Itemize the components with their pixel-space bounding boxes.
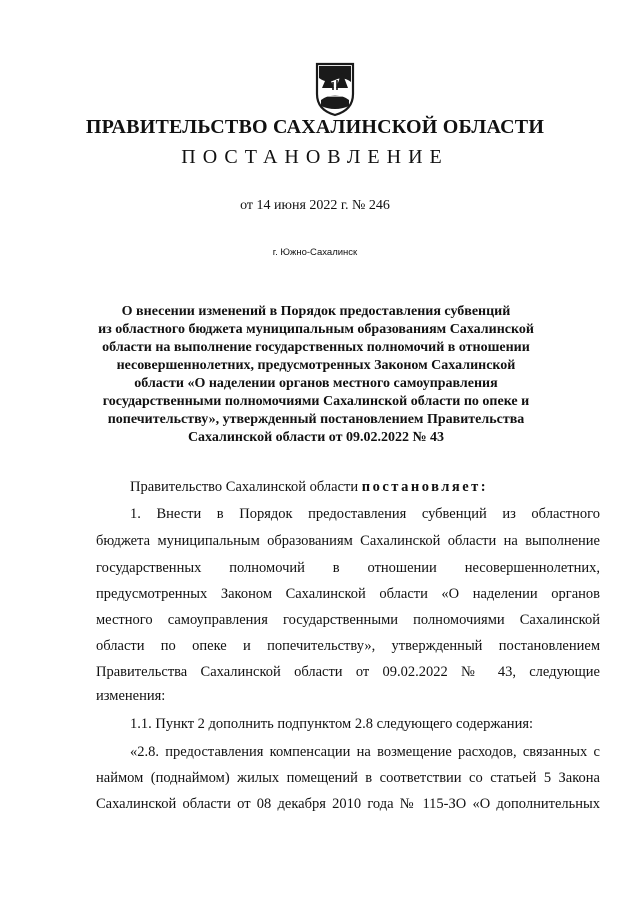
document-type: ПОСТАНОВЛЕНИЕ [181, 146, 449, 168]
paragraph1-line: изменения: [96, 688, 166, 704]
subject-line: области на выполнение государственных полномочий в отношении [102, 340, 530, 355]
quote-line: «2.8. предоставления компенсации на возмещение расходов, связанных с [130, 744, 600, 760]
preamble-verb: постановляет: [361, 479, 489, 495]
subject-line: области «О наделении органов местного самоуправления [134, 376, 498, 391]
paragraph1-line: государственных полномочий в отношении несовершеннолетних, [96, 560, 600, 576]
government-title: ПРАВИТЕЛЬСТВО САХАЛИНСКОЙ ОБЛАСТИ [85, 116, 545, 138]
document-subject [96, 303, 536, 447]
preamble [130, 479, 600, 496]
document-date-number: от 14 июня 2022 г. № 246 [240, 198, 390, 213]
paragraph1-line: Правительства Сахалинской области от 09.02.2022 № 43, следующие [96, 664, 600, 680]
subject-line: О внесении изменений в Порядок предоставления субвенций [121, 304, 511, 319]
subject-line: несовершеннолетних, предусмотренных Законом Сахалинской [116, 358, 516, 373]
preamble-text: Правительство Сахалинской области [130, 479, 359, 495]
paragraph1-line: местного самоуправления государственными полномочиями Сахалинской [96, 612, 600, 628]
document-city: г. Южно-Сахалинск [272, 247, 358, 258]
coat-of-arms-icon [313, 60, 357, 118]
paragraph1-line: области по опеке и попечительству», утвержденный постановлением [96, 638, 600, 654]
paragraph1-line: предусмотренных Законом Сахалинской области «О наделении органов [96, 586, 600, 602]
subject-line: попечительству», утвержденный постановлением Правительства [107, 412, 525, 427]
subject-line: из областного бюджета муниципальным образованиям Сахалинской [98, 322, 534, 337]
subpoint: 1.1. Пункт 2 дополнить подпунктом 2.8 следующего содержания: [130, 716, 534, 732]
subject-line: Сахалинской области от 09.02.2022 № 43 [187, 430, 445, 445]
quote-line: Сахалинской области от 08 декабря 2010 года № 115-ЗО «О дополнительных [96, 796, 600, 812]
quote-line: наймом (поднаймом) жилых помещений в соответствии со статьей 5 Закона [96, 770, 600, 786]
paragraph1-line: 1. Внести в Порядок предоставления субвенций из областного [130, 506, 600, 522]
subject-line: государственными полномочиями Сахалинской области по опеке и [102, 394, 530, 409]
paragraph1-line: бюджета муниципальным образованиям Сахалинской области на выполнение [96, 533, 600, 549]
